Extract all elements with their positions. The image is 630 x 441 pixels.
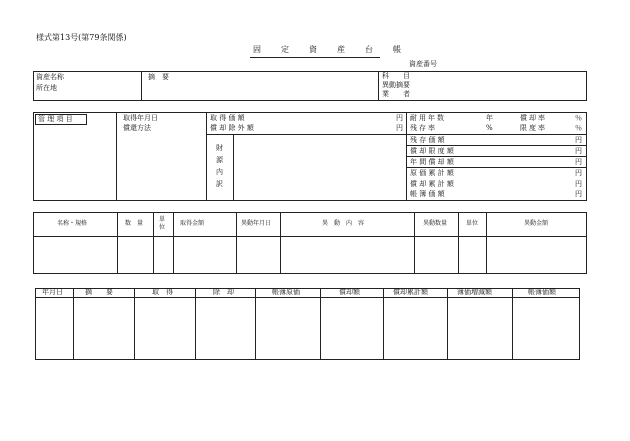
form-number: 様式第13号(第79条関係)	[36, 33, 127, 42]
yen-unit: 円	[575, 180, 582, 188]
percent-unit: ％	[575, 124, 582, 132]
col-change-amount: 異動金額	[524, 220, 549, 227]
section-asset-info	[33, 71, 587, 101]
col-depreciation: 償却額	[339, 288, 360, 296]
col-change-date: 異動年月日	[241, 220, 272, 227]
limit-rate-label: 限度率	[520, 124, 547, 132]
vendor-label: 業 者	[382, 90, 410, 98]
depreciation-limit-label: 償 却 限 度 額	[410, 147, 454, 155]
asset-name-label: 資産名称	[36, 73, 64, 81]
year-unit: 年	[486, 114, 493, 122]
acquisition-price-label: 取 得 価 額	[210, 114, 245, 122]
col-change-unit: 単位	[466, 220, 479, 227]
finance-breakdown-char: 源	[216, 156, 223, 164]
col-date: 年月日	[42, 288, 63, 296]
yen-unit: 円	[575, 158, 582, 166]
section-depreciation	[35, 288, 580, 360]
col-depreciation-cumulative: 償却累計額	[393, 288, 428, 296]
depreciation-exclusion-label: 償 却 除 外 額	[210, 124, 254, 132]
percent-unit: %	[486, 124, 493, 132]
col-book-value-change: 簿価増減額	[457, 288, 492, 296]
col-retirement: 除 却	[213, 288, 234, 296]
col-acquisition-amount: 取得金額	[180, 220, 205, 227]
change-summary-label: 異動摘要	[382, 81, 410, 89]
cost-cumulative-label: 原 価 累 計 額	[410, 169, 454, 177]
col-change-quantity: 異動数量	[423, 220, 448, 227]
location-label: 所在地	[36, 84, 57, 92]
depreciation-method-label: 償還方法	[123, 124, 151, 132]
col-acquisition: 取 得	[152, 288, 173, 296]
acquisition-date-label: 取得年月日	[123, 114, 158, 122]
finance-breakdown-char: 内	[216, 168, 223, 176]
yen-unit: 円	[575, 147, 582, 155]
ledger-title: 固 定 資 産 台 帳	[253, 45, 407, 54]
yen-unit: 円	[396, 124, 403, 132]
residual-value-label: 残 存 価 額	[410, 136, 445, 144]
col-summary: 摘 要	[85, 288, 113, 296]
title-underline	[250, 57, 380, 58]
col-change-content: 異 動 内 容	[322, 220, 365, 227]
yen-unit: 円	[575, 136, 582, 144]
depreciation-rate-label: 償却率	[520, 114, 547, 122]
management-item-label: 管 理 項 目	[38, 115, 73, 123]
col-unit: 単位	[159, 216, 166, 231]
useful-life-label: 耐用年数	[410, 114, 446, 122]
summary-label: 摘 要	[148, 73, 169, 81]
finance-breakdown-char: 訳	[216, 180, 223, 188]
annual-depreciation-label: 年 間 償 却 額	[410, 158, 454, 166]
yen-unit: 円	[575, 190, 582, 198]
yen-unit: 円	[396, 114, 403, 122]
col-name-spec: 名称・規格	[57, 220, 88, 227]
depreciation-cumulative-label: 償 却 累 計 額	[410, 180, 454, 188]
col-book-cost: 帳簿原価	[272, 288, 300, 296]
col-quantity: 数 量	[125, 220, 144, 227]
account-label: 科 目	[382, 72, 410, 80]
col-book-value: 帳簿価額	[528, 288, 556, 296]
residual-rate-label: 残存率	[410, 124, 437, 132]
yen-unit: 円	[575, 169, 582, 177]
finance-breakdown-char: 財	[216, 144, 223, 152]
percent-unit: ％	[575, 114, 582, 122]
asset-number-label: 資産番号	[409, 60, 437, 68]
book-value-label: 帳 簿 価 額	[410, 190, 445, 198]
